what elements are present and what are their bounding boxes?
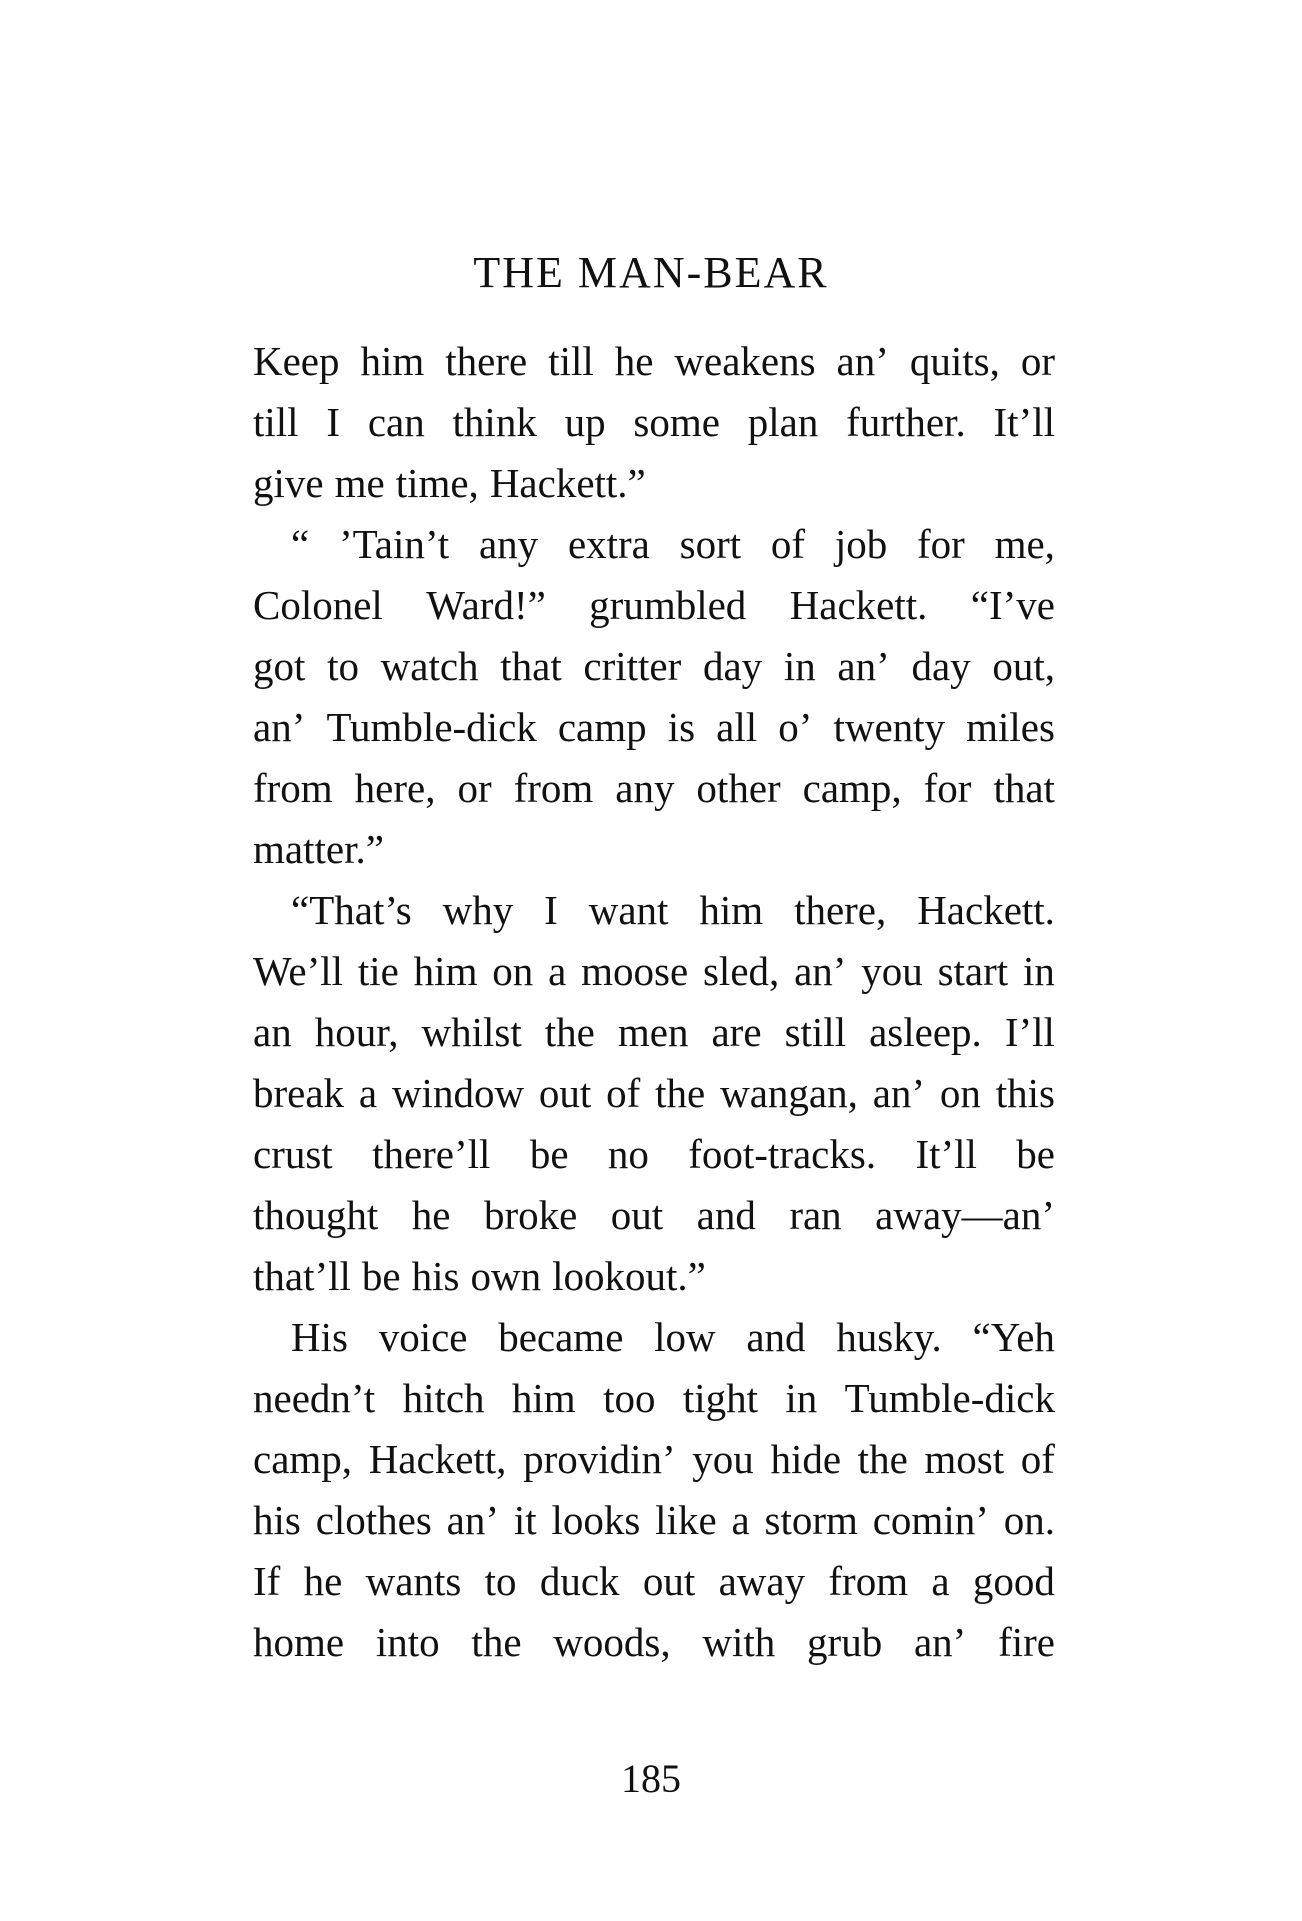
word: for bbox=[923, 765, 972, 811]
word: woods, bbox=[553, 1619, 671, 1665]
word: It’ll bbox=[993, 399, 1055, 445]
text-line bbox=[253, 1002, 1055, 1063]
text-line bbox=[253, 1612, 1055, 1673]
word: in bbox=[1022, 948, 1055, 994]
word: any bbox=[478, 521, 539, 567]
word: hour, bbox=[314, 1009, 399, 1055]
word: hide bbox=[770, 1436, 842, 1482]
text-line bbox=[253, 1490, 1055, 1551]
word: Hackett. bbox=[917, 887, 1055, 933]
word: clothes bbox=[315, 1497, 432, 1543]
word: that bbox=[500, 643, 562, 689]
word: time, bbox=[395, 460, 479, 506]
word: him bbox=[699, 887, 764, 933]
word: ’Tain’t bbox=[338, 521, 450, 567]
text-line bbox=[253, 1124, 1055, 1185]
word: If bbox=[253, 1558, 281, 1604]
word: other bbox=[696, 765, 781, 811]
word: camp, bbox=[253, 1436, 353, 1482]
text-line bbox=[253, 819, 1055, 880]
word: matter.” bbox=[253, 826, 384, 872]
word: good bbox=[972, 1558, 1055, 1604]
word: from bbox=[513, 765, 594, 811]
word: moose bbox=[581, 948, 689, 994]
word: a bbox=[731, 1497, 750, 1543]
word: sled, bbox=[702, 948, 780, 994]
text-line bbox=[253, 1307, 1055, 1368]
word: and bbox=[746, 1314, 806, 1360]
word: his bbox=[253, 1497, 301, 1543]
word: wangan, bbox=[720, 1070, 858, 1116]
word: and bbox=[696, 1192, 756, 1238]
word: critter bbox=[583, 643, 682, 689]
word: on bbox=[492, 948, 534, 994]
word: lookout.” bbox=[552, 1253, 706, 1299]
word: him bbox=[360, 338, 425, 384]
word: extra bbox=[567, 521, 650, 567]
word: out bbox=[610, 1192, 664, 1238]
word: all bbox=[716, 704, 758, 750]
word: day bbox=[702, 643, 763, 689]
page-number: 185 bbox=[621, 1756, 681, 1801]
word: “I’ve bbox=[970, 582, 1055, 628]
word: away—an’ bbox=[875, 1192, 1055, 1238]
word: asleep. bbox=[869, 1009, 982, 1055]
word: an’ bbox=[446, 1497, 500, 1543]
word: Hackett. bbox=[789, 582, 928, 628]
word: needn’t bbox=[253, 1375, 376, 1421]
word: that’ll bbox=[253, 1253, 351, 1299]
word: Tumble-dick bbox=[844, 1375, 1055, 1421]
word: here, bbox=[354, 765, 436, 811]
word: grub bbox=[807, 1619, 883, 1665]
word: be bbox=[529, 1131, 569, 1177]
word: there bbox=[445, 338, 528, 384]
word: “ bbox=[291, 521, 310, 567]
word: an’ bbox=[872, 1070, 926, 1116]
word: broke bbox=[483, 1192, 578, 1238]
word: I’ll bbox=[1004, 1009, 1055, 1055]
word: “Yeh bbox=[972, 1314, 1055, 1360]
text-line bbox=[253, 1185, 1055, 1246]
word: It’ll bbox=[915, 1131, 977, 1177]
text-line bbox=[253, 1551, 1055, 1612]
word: on. bbox=[1003, 1497, 1055, 1543]
word: job bbox=[834, 521, 888, 567]
word: away bbox=[718, 1558, 806, 1604]
text-line bbox=[253, 453, 1055, 514]
word: think bbox=[452, 399, 537, 445]
word: crust bbox=[253, 1131, 333, 1177]
text-line bbox=[253, 1063, 1055, 1124]
word: break bbox=[253, 1070, 345, 1116]
word: looks bbox=[551, 1497, 641, 1543]
word: fire bbox=[998, 1619, 1055, 1665]
word: the bbox=[857, 1436, 908, 1482]
text-line bbox=[253, 392, 1055, 453]
word: from bbox=[828, 1558, 909, 1604]
word: you bbox=[861, 948, 923, 994]
word: Colonel bbox=[253, 582, 383, 628]
text-line bbox=[253, 636, 1055, 697]
word: or bbox=[457, 765, 492, 811]
word: camp, bbox=[802, 765, 902, 811]
word: still bbox=[784, 1009, 847, 1055]
text-line bbox=[253, 941, 1055, 1002]
word: me, bbox=[994, 521, 1055, 567]
word: own bbox=[470, 1253, 542, 1299]
word: he bbox=[411, 1192, 451, 1238]
text-line bbox=[253, 514, 1055, 575]
word: there, bbox=[794, 887, 887, 933]
word: till bbox=[548, 338, 594, 384]
text-line bbox=[253, 1368, 1055, 1429]
word: camp bbox=[557, 704, 647, 750]
word: or bbox=[1020, 338, 1055, 384]
word: in bbox=[783, 643, 816, 689]
word: window bbox=[391, 1070, 525, 1116]
word: are bbox=[711, 1009, 762, 1055]
word: ran bbox=[789, 1192, 842, 1238]
word: it bbox=[513, 1497, 537, 1543]
word: “That’s bbox=[291, 887, 412, 933]
word: on bbox=[939, 1070, 981, 1116]
word: of bbox=[606, 1070, 641, 1116]
word: of bbox=[1020, 1436, 1055, 1482]
word: is bbox=[667, 704, 696, 750]
word: an’ bbox=[913, 1619, 967, 1665]
word: whilst bbox=[421, 1009, 522, 1055]
word: can bbox=[367, 399, 425, 445]
word: out bbox=[538, 1070, 592, 1116]
word: storm bbox=[764, 1497, 858, 1543]
text-line bbox=[253, 758, 1055, 819]
word: to bbox=[327, 643, 359, 689]
word: miles bbox=[966, 704, 1055, 750]
word: home bbox=[253, 1619, 345, 1665]
word: hitch bbox=[402, 1375, 485, 1421]
text-line bbox=[253, 1429, 1055, 1490]
word: you bbox=[692, 1436, 754, 1482]
word: plan bbox=[747, 399, 819, 445]
word: Hackett.” bbox=[489, 460, 646, 506]
word: out bbox=[642, 1558, 696, 1604]
word: foot-tracks. bbox=[688, 1131, 877, 1177]
word: him bbox=[413, 948, 478, 994]
word: like bbox=[655, 1497, 717, 1543]
word: duck bbox=[539, 1558, 620, 1604]
word: We’ll bbox=[253, 948, 344, 994]
word: grumbled bbox=[589, 582, 747, 628]
word: wants bbox=[365, 1558, 462, 1604]
word: tight bbox=[682, 1375, 759, 1421]
word: out, bbox=[992, 643, 1055, 689]
word: Hackett, bbox=[368, 1436, 507, 1482]
word: some bbox=[633, 399, 720, 445]
word: thought bbox=[253, 1192, 379, 1238]
text-line bbox=[253, 880, 1055, 941]
word: he bbox=[614, 338, 654, 384]
word: give bbox=[253, 460, 324, 506]
word: his bbox=[411, 1253, 460, 1299]
word: providin’ bbox=[523, 1436, 676, 1482]
word: an’ bbox=[253, 704, 306, 750]
word: an bbox=[253, 1009, 292, 1055]
word: low bbox=[654, 1314, 716, 1360]
text-line bbox=[253, 331, 1055, 392]
word: with bbox=[702, 1619, 776, 1665]
word: want bbox=[588, 887, 669, 933]
text-line bbox=[253, 1246, 1055, 1307]
word: a bbox=[548, 948, 567, 994]
text-line bbox=[253, 697, 1055, 758]
word: for bbox=[917, 521, 965, 567]
word: voice bbox=[378, 1314, 468, 1360]
word: a bbox=[931, 1558, 950, 1604]
word: watch bbox=[380, 643, 479, 689]
word: why bbox=[442, 887, 514, 933]
body-text bbox=[253, 331, 1055, 1673]
word: him bbox=[511, 1375, 576, 1421]
word: he bbox=[303, 1558, 343, 1604]
word: comin’ bbox=[872, 1497, 989, 1543]
word: got bbox=[253, 643, 306, 689]
word: any bbox=[615, 765, 675, 811]
word: twenty bbox=[833, 704, 946, 750]
word: no bbox=[607, 1131, 649, 1177]
word: His bbox=[291, 1314, 348, 1360]
word: most bbox=[924, 1436, 1005, 1482]
word: men bbox=[617, 1009, 689, 1055]
word: this bbox=[995, 1070, 1055, 1116]
word: of bbox=[770, 521, 806, 567]
word: weakens bbox=[674, 338, 816, 384]
word: the bbox=[471, 1619, 522, 1665]
word: husky. bbox=[836, 1314, 942, 1360]
word: too bbox=[603, 1375, 656, 1421]
text-line bbox=[253, 575, 1055, 636]
word: day bbox=[911, 643, 971, 689]
word: tie bbox=[357, 948, 399, 994]
word: there’ll bbox=[372, 1131, 491, 1177]
word: into bbox=[375, 1619, 440, 1665]
word: I bbox=[544, 887, 558, 933]
word: the bbox=[544, 1009, 595, 1055]
word: from bbox=[253, 765, 333, 811]
word: an’ bbox=[836, 338, 889, 384]
word: till bbox=[253, 399, 299, 445]
word: quits, bbox=[909, 338, 1000, 384]
word: I bbox=[326, 399, 341, 445]
word: be bbox=[1016, 1131, 1055, 1177]
word: me bbox=[334, 460, 385, 506]
word: be bbox=[361, 1253, 401, 1299]
word: further. bbox=[846, 399, 966, 445]
word: sort bbox=[679, 521, 742, 567]
word: Keep bbox=[253, 338, 340, 384]
word: o’ bbox=[778, 704, 813, 750]
word: an’ bbox=[794, 948, 847, 994]
word: the bbox=[655, 1070, 706, 1116]
word: an’ bbox=[837, 643, 890, 689]
word: Ward!” bbox=[426, 582, 546, 628]
word: Tumble-dick bbox=[326, 704, 537, 750]
word: up bbox=[564, 399, 606, 445]
word: that bbox=[993, 765, 1055, 811]
word: a bbox=[358, 1070, 378, 1116]
running-head: THE MAN-BEAR bbox=[473, 248, 829, 297]
word: start bbox=[937, 948, 1009, 994]
word: in bbox=[785, 1375, 818, 1421]
word: became bbox=[498, 1314, 624, 1360]
word: to bbox=[484, 1558, 517, 1604]
